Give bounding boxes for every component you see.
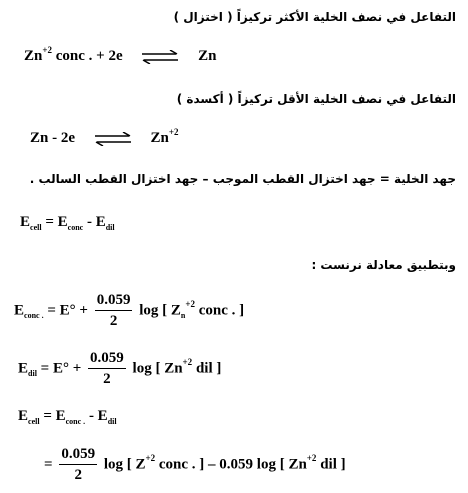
ecell-final-equation: = $\frac{0.059}{2}$ log [ $Z^{+2}$ conc . ] – 0.059 log [ $Zn^{+2}$ dil ]	[44, 446, 346, 483]
ecell-definition-equation: $E_{cell} = E_{conc} - E_{dil}$	[20, 214, 115, 232]
oxidation-equation: Zn - 2e $Zn^{+2}$	[30, 127, 179, 146]
equilibrium-arrows-icon	[140, 50, 180, 64]
nernst-dil-equation: $E_{dil} = E^\circ$ + $\frac{0.059}{2}$ log [ $Zn^{+2}$ dil ]	[18, 350, 222, 387]
reduction-equation: $Zn^{+2}$ conc . + 2e Zn	[24, 45, 217, 64]
cell-potential-definition: جهد الخلية = جهد اختزال القطب الموجب – جهد اختزال القطب السالب .	[29, 172, 456, 186]
ecell-expanded-equation: $E_{cell} = E_{conc .} - E_{dil}$	[18, 408, 117, 426]
conc-half-cell-heading: التفاعل في نصف الخلية الأكثر تركيزاً ( اختزال )	[173, 10, 456, 24]
fraction: $\frac{0.059}{2}$	[90, 350, 124, 387]
nernst-conc-equation: $E_{conc .} = E^\circ$ + $\frac{0.059}{2}$ log [ $Z_n^{+2}$ conc . ]	[14, 292, 245, 329]
nernst-heading: وبتطبيق معادلة نرنست :	[311, 258, 456, 272]
fraction: $\frac{0.059}{2}$	[61, 446, 96, 483]
equilibrium-arrows-icon	[93, 132, 133, 146]
dil-half-cell-heading: التفاعل في نصف الخلية الأقل تركيزاً ( أكسدة )	[176, 92, 456, 106]
fraction: $\frac{0.059}{2}$	[96, 292, 131, 329]
